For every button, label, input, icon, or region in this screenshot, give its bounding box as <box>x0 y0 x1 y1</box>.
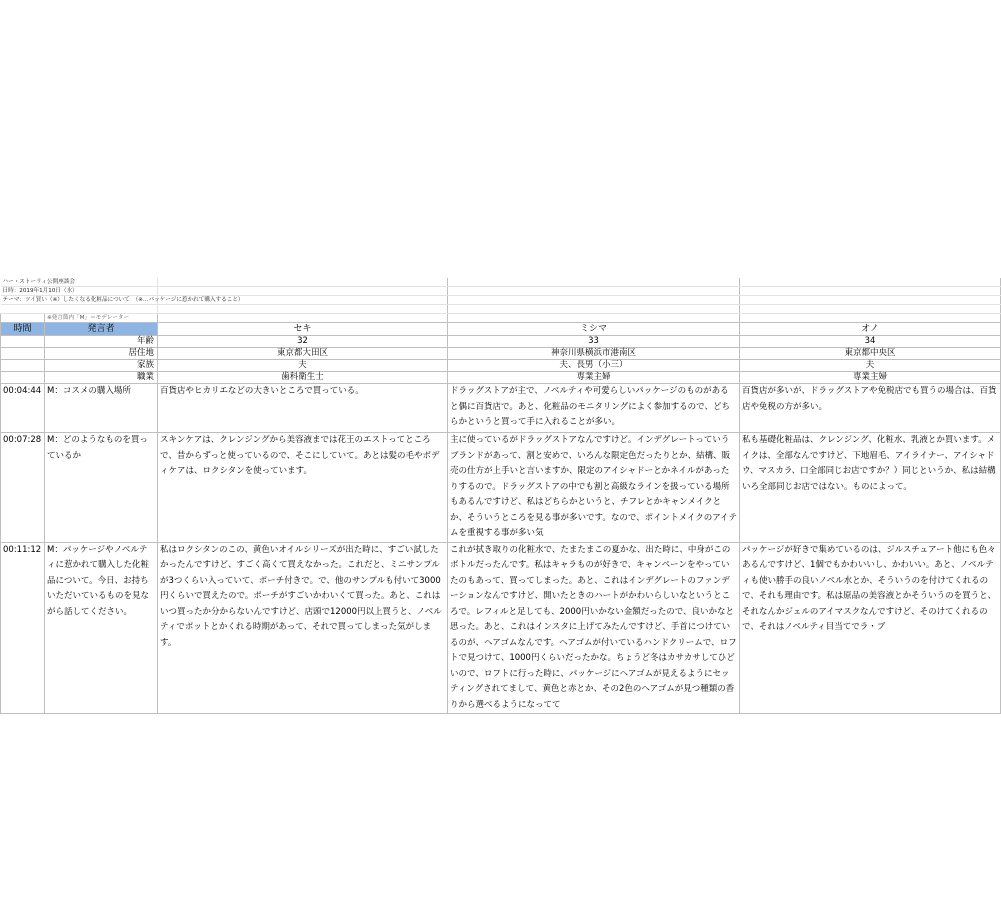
answer: スキンケアは、クレンジングから美容液までは花王のエストってところで、昔からずっと使っているので、そこにしていて。あとは髪の毛やボディケアは、ロクシタンを使っています。 <box>158 433 448 543</box>
meta-theme: テーマ：ツイ買い（※）したくなる化粧品について （※…パッケージに惹かれて購入すること） <box>2 297 244 303</box>
answer: パッケージが好きで集めているのは、ジルスチュアート他にも色々あるんですけど、1個でもかわいいし、かわいい。あと、ノベルティも使い勝手の良いノベル水とか、そういうのを付けてくれるので、それも理由です。私は原品の美容液とかそういうのを買うと、それなんかジェルのアイマスクなんですけど、そのけてくれるので、それはノベルティ目当てでラ・ブ <box>740 542 1001 714</box>
respondent-name: ミシマ <box>448 323 740 336</box>
attr-value: 専業主婦 <box>448 372 740 384</box>
answer: これが拭き取りの化粧水で、たまたまこの夏かな、出た時に、中身がこのボトルだったんです。私はキャラものが好きで、キャンペーンをやっていたのもあって、買ってしまった。あと、これはインデグレートのファンデーションなんですけど、開いたときのハートがかわいらしいなというところで。レフィルと足しても、2000円いかない金額だったので、良いかなと思った。あと、これはインスタに上げてみたんですけど、手首につけているのが、ヘアゴムなんです。ヘアゴムが付いているハンドクリームで、ロフトで見つけて、1000円くらいだったかな。ちょうど冬はカサカサしてひどいので、ロフトに行った時に、パッケージにヘアゴムが見えるようにセッティングされてまして、黄色と赤とか、その2色のヘアゴムが見つ種類の香りから選べるようになってて <box>448 542 740 714</box>
attr-value: 夫 <box>158 360 448 372</box>
attr-label-occupation: 職業 <box>45 372 158 384</box>
attr-label-residence: 居住地 <box>45 348 158 360</box>
spreadsheet <box>0 278 997 710</box>
meta-date: 日時：2019年1月10日（水） <box>1 287 158 296</box>
attr-value: 神奈川県横浜市港南区 <box>448 348 740 360</box>
attr-value: 東京都大田区 <box>158 348 448 360</box>
transcript-table <box>0 278 1001 714</box>
speaker-header: 発言者 <box>45 323 158 336</box>
attr-value: 専業主婦 <box>740 372 1001 384</box>
table-row <box>1 384 1001 433</box>
attr-value: 東京都中央区 <box>740 348 1001 360</box>
attr-value: 夫、長男（小三） <box>448 360 740 372</box>
timestamp: 00:11:12 <box>1 542 45 714</box>
answer: 主に使っているがドラッグストアなんですけど。インデグレートっていうブランドがあって、割と安めで、いろんな限定色だったりとか、結構、販売の仕方が上手いと言いますか、限定のアイシャドーとかネイルがあったりするので。ドラッグストアの中でも割と高級なラインを扱っている場所もあるんですけど、私はどちらかというと、チフレとかキャンメイクとか、そういうところを見る事が多いです。なので、ポイントメイクのアイテムを重視する事が多い気 <box>448 433 740 543</box>
answer: 百貨店やヒカリエなどの大きいところで買っている。 <box>158 384 448 433</box>
respondent-name: セキ <box>158 323 448 336</box>
moderator-note: ※発言箇内「M」＝モデレーター <box>45 314 158 323</box>
attr-label-age: 年齢 <box>45 336 158 348</box>
answer: 百貨店が多いが、ドラッグストアや免税店でも買うの場合は、百貨店や免税の方が多い。 <box>740 384 1001 433</box>
attr-value: 33 <box>448 336 740 348</box>
answer: 私も基礎化粧品は、クレンジング、化粧水、乳液とか買います。メイクは、全部なんですけど、下地眉毛、アイライナー、アイシャドウ、マスカラ、口全部同じお店ですか？）同じというか、私は結構いろ全部同じお店ではない。ものによって。 <box>740 433 1001 543</box>
question: M：どのようなものを買っているか <box>45 433 158 543</box>
answer: 私はロクシタンのこの、黄色いオイルシリーズが出た時に、すごい試したかったんですけど、すごく高くて買えなかった。これだと、ミニサンプルが3つくらい入っていて、ポーチ付きで。で、他のサンプルも付いて3000円くらいで買えたので。ポーチがすごいかわいくて買った。あと、これはいつ買ったか分からないんですけど、店頭で12000円以上買うと、ノベルティでポットとかくれる時期があって、それで買ってしまった気がします。 <box>158 542 448 714</box>
attr-value: 32 <box>158 336 448 348</box>
attr-value: 34 <box>740 336 1001 348</box>
respondent-name: オノ <box>740 323 1001 336</box>
meta-title: ハー・ストーリィ公開座談会 <box>1 278 158 287</box>
attr-value: 歯科衛生士 <box>158 372 448 384</box>
timestamp: 00:07:28 <box>1 433 45 543</box>
question: M：コスメの購入場所 <box>45 384 158 433</box>
answer: ドラッグストアが主で、ノベルティや可愛らしいパッケージのものがあると偶に百貨店で。あと、化粧品のモニタリングによく参加するので、どちらかというと買って手に入れることが多い。 <box>448 384 740 433</box>
table-row <box>1 542 1001 714</box>
timestamp: 00:04:44 <box>1 384 45 433</box>
attr-value: 夫 <box>740 360 1001 372</box>
table-row <box>1 433 1001 543</box>
attr-label-family: 家族 <box>45 360 158 372</box>
question: M：パッケージやノベルティに惹かれて購入した化粧品について。今日、お持ちいただいているものを見ながら話してください。 <box>45 542 158 714</box>
time-header: 時間 <box>1 323 45 336</box>
